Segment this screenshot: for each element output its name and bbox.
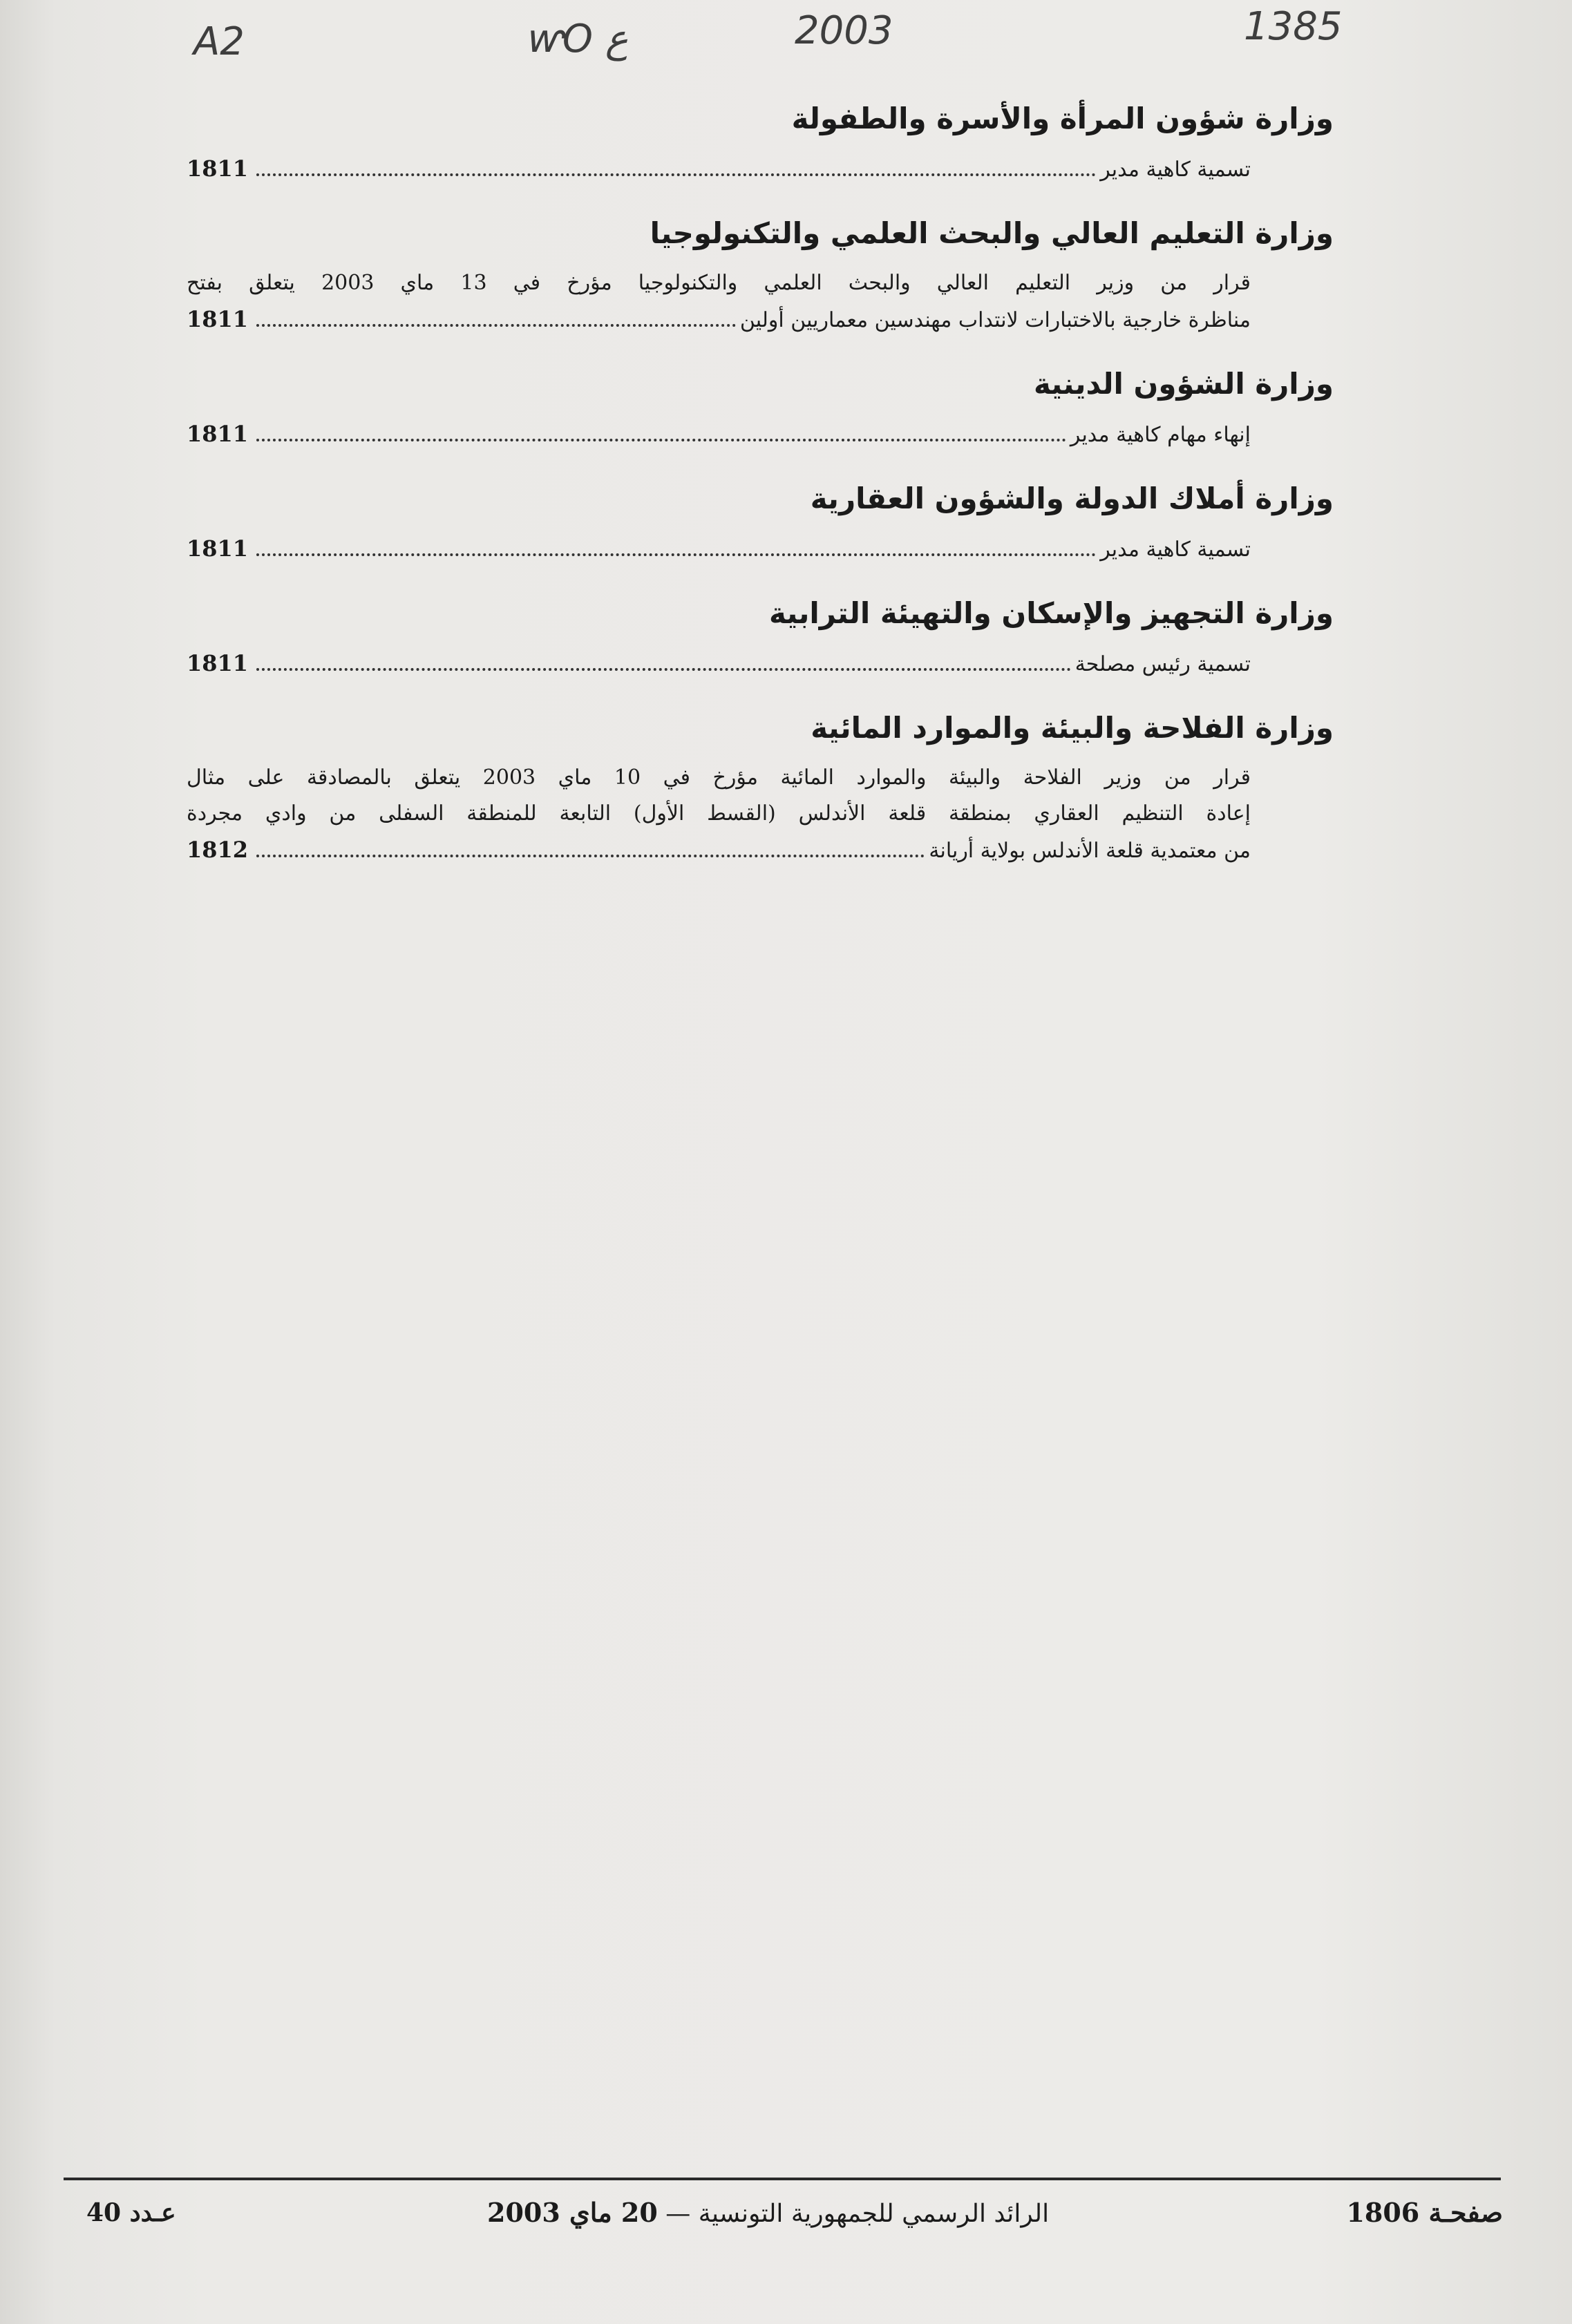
ministry-heading: وزارة أملاك الدولة والشؤون العقارية bbox=[810, 482, 1334, 515]
entry-last-line bbox=[187, 416, 1251, 453]
ministry-heading: وزارة الشؤون الدينية bbox=[1033, 367, 1334, 401]
ministry-heading: وزارة الفلاحة والبيئة والموارد المائية bbox=[811, 711, 1334, 745]
ministry-section bbox=[187, 97, 1334, 188]
entry-last-line bbox=[187, 531, 1251, 568]
entry-page-number: 1811 bbox=[187, 306, 249, 332]
entry-last-line bbox=[187, 645, 1251, 683]
entry-text-line: مناظرة خارجية بالاختبارات لانتداب مهندسين معماريين أولين bbox=[739, 308, 1251, 332]
ministry-heading: وزارة التعليم العالي والبحث العلمي والتكنولوجيا bbox=[650, 216, 1334, 250]
entry-page-number: 1811 bbox=[187, 650, 249, 676]
handwritten-year: 2003 bbox=[795, 8, 893, 53]
toc-entry bbox=[187, 760, 1334, 869]
toc-entry bbox=[187, 151, 1334, 188]
entry-last-line bbox=[187, 301, 1251, 339]
toc-entry bbox=[187, 265, 1334, 339]
toc-entry bbox=[187, 416, 1334, 453]
entry-page-number: 1811 bbox=[187, 535, 249, 562]
entry-text-line: قرار من وزير الفلاحة والبيئة والموارد المائية مؤرخ في 10 ماي 2003 يتعلق بالمصادقة على مثال bbox=[187, 765, 1251, 790]
entry-text-line: تسمية كاهية مدير bbox=[1100, 158, 1251, 182]
handwritten-code: ⱳO ع bbox=[525, 17, 629, 61]
ministry-heading: وزارة التجهيز والإسكان والتهيئة الترابية bbox=[769, 596, 1334, 630]
entry-last-line bbox=[187, 832, 1251, 869]
entry-page-number: 1811 bbox=[187, 421, 249, 447]
footer-page-number: صفحـة 1806 bbox=[1346, 2197, 1503, 2228]
table-of-contents bbox=[187, 97, 1334, 893]
ministry-section bbox=[187, 706, 1334, 869]
footer-issue-number: عـدد 40 bbox=[86, 2198, 176, 2227]
toc-entry bbox=[187, 645, 1334, 683]
ministry-heading: وزارة شؤون المرأة والأسرة والطفولة bbox=[791, 102, 1334, 135]
entry-text-line: إنهاء مهام كاهية مدير bbox=[1070, 423, 1251, 447]
handwritten-a2: A2 bbox=[193, 19, 245, 64]
dot-leader bbox=[256, 439, 1066, 441]
ministry-section bbox=[187, 477, 1334, 568]
entry-text-line: تسمية كاهية مدير bbox=[1100, 537, 1251, 562]
dot-leader bbox=[256, 668, 1071, 671]
dot-leader bbox=[256, 173, 1096, 176]
ministry-section bbox=[187, 362, 1334, 453]
ministry-section bbox=[187, 211, 1334, 339]
entry-page-number: 1812 bbox=[187, 837, 249, 863]
footer-date: 20 ماي 2003 bbox=[487, 2197, 658, 2228]
dot-leader bbox=[256, 855, 925, 857]
entry-text-line: قرار من وزير التعليم العالي والبحث العلمي والتكنولوجيا مؤرخ في 13 ماي 2003 يتعلق بفتح bbox=[187, 271, 1251, 295]
toc-entry bbox=[187, 531, 1334, 568]
footer-publication bbox=[487, 2196, 1049, 2231]
handwritten-number: 1385 bbox=[1244, 4, 1343, 49]
entry-last-line bbox=[187, 151, 1251, 188]
dot-leader bbox=[256, 553, 1096, 556]
entry-page-number: 1811 bbox=[187, 155, 249, 182]
footer-publication-name: الرائد الرسمي للجمهورية التونسية — bbox=[665, 2200, 1050, 2228]
ministry-section bbox=[187, 591, 1334, 683]
entry-text-line: تسمية رئيس مصلحة bbox=[1074, 652, 1251, 676]
footer-rule bbox=[64, 2178, 1501, 2180]
dot-leader bbox=[256, 324, 736, 327]
entry-text-line: إعادة التنظيم العقاري بمنطقة قلعة الأندلس (القسط الأول) التابعة للمنطقة السفلى من وادي مجردة bbox=[187, 801, 1251, 826]
entry-text-line: من معتمدية قلعة الأندلس بولاية أريانة bbox=[929, 839, 1251, 863]
